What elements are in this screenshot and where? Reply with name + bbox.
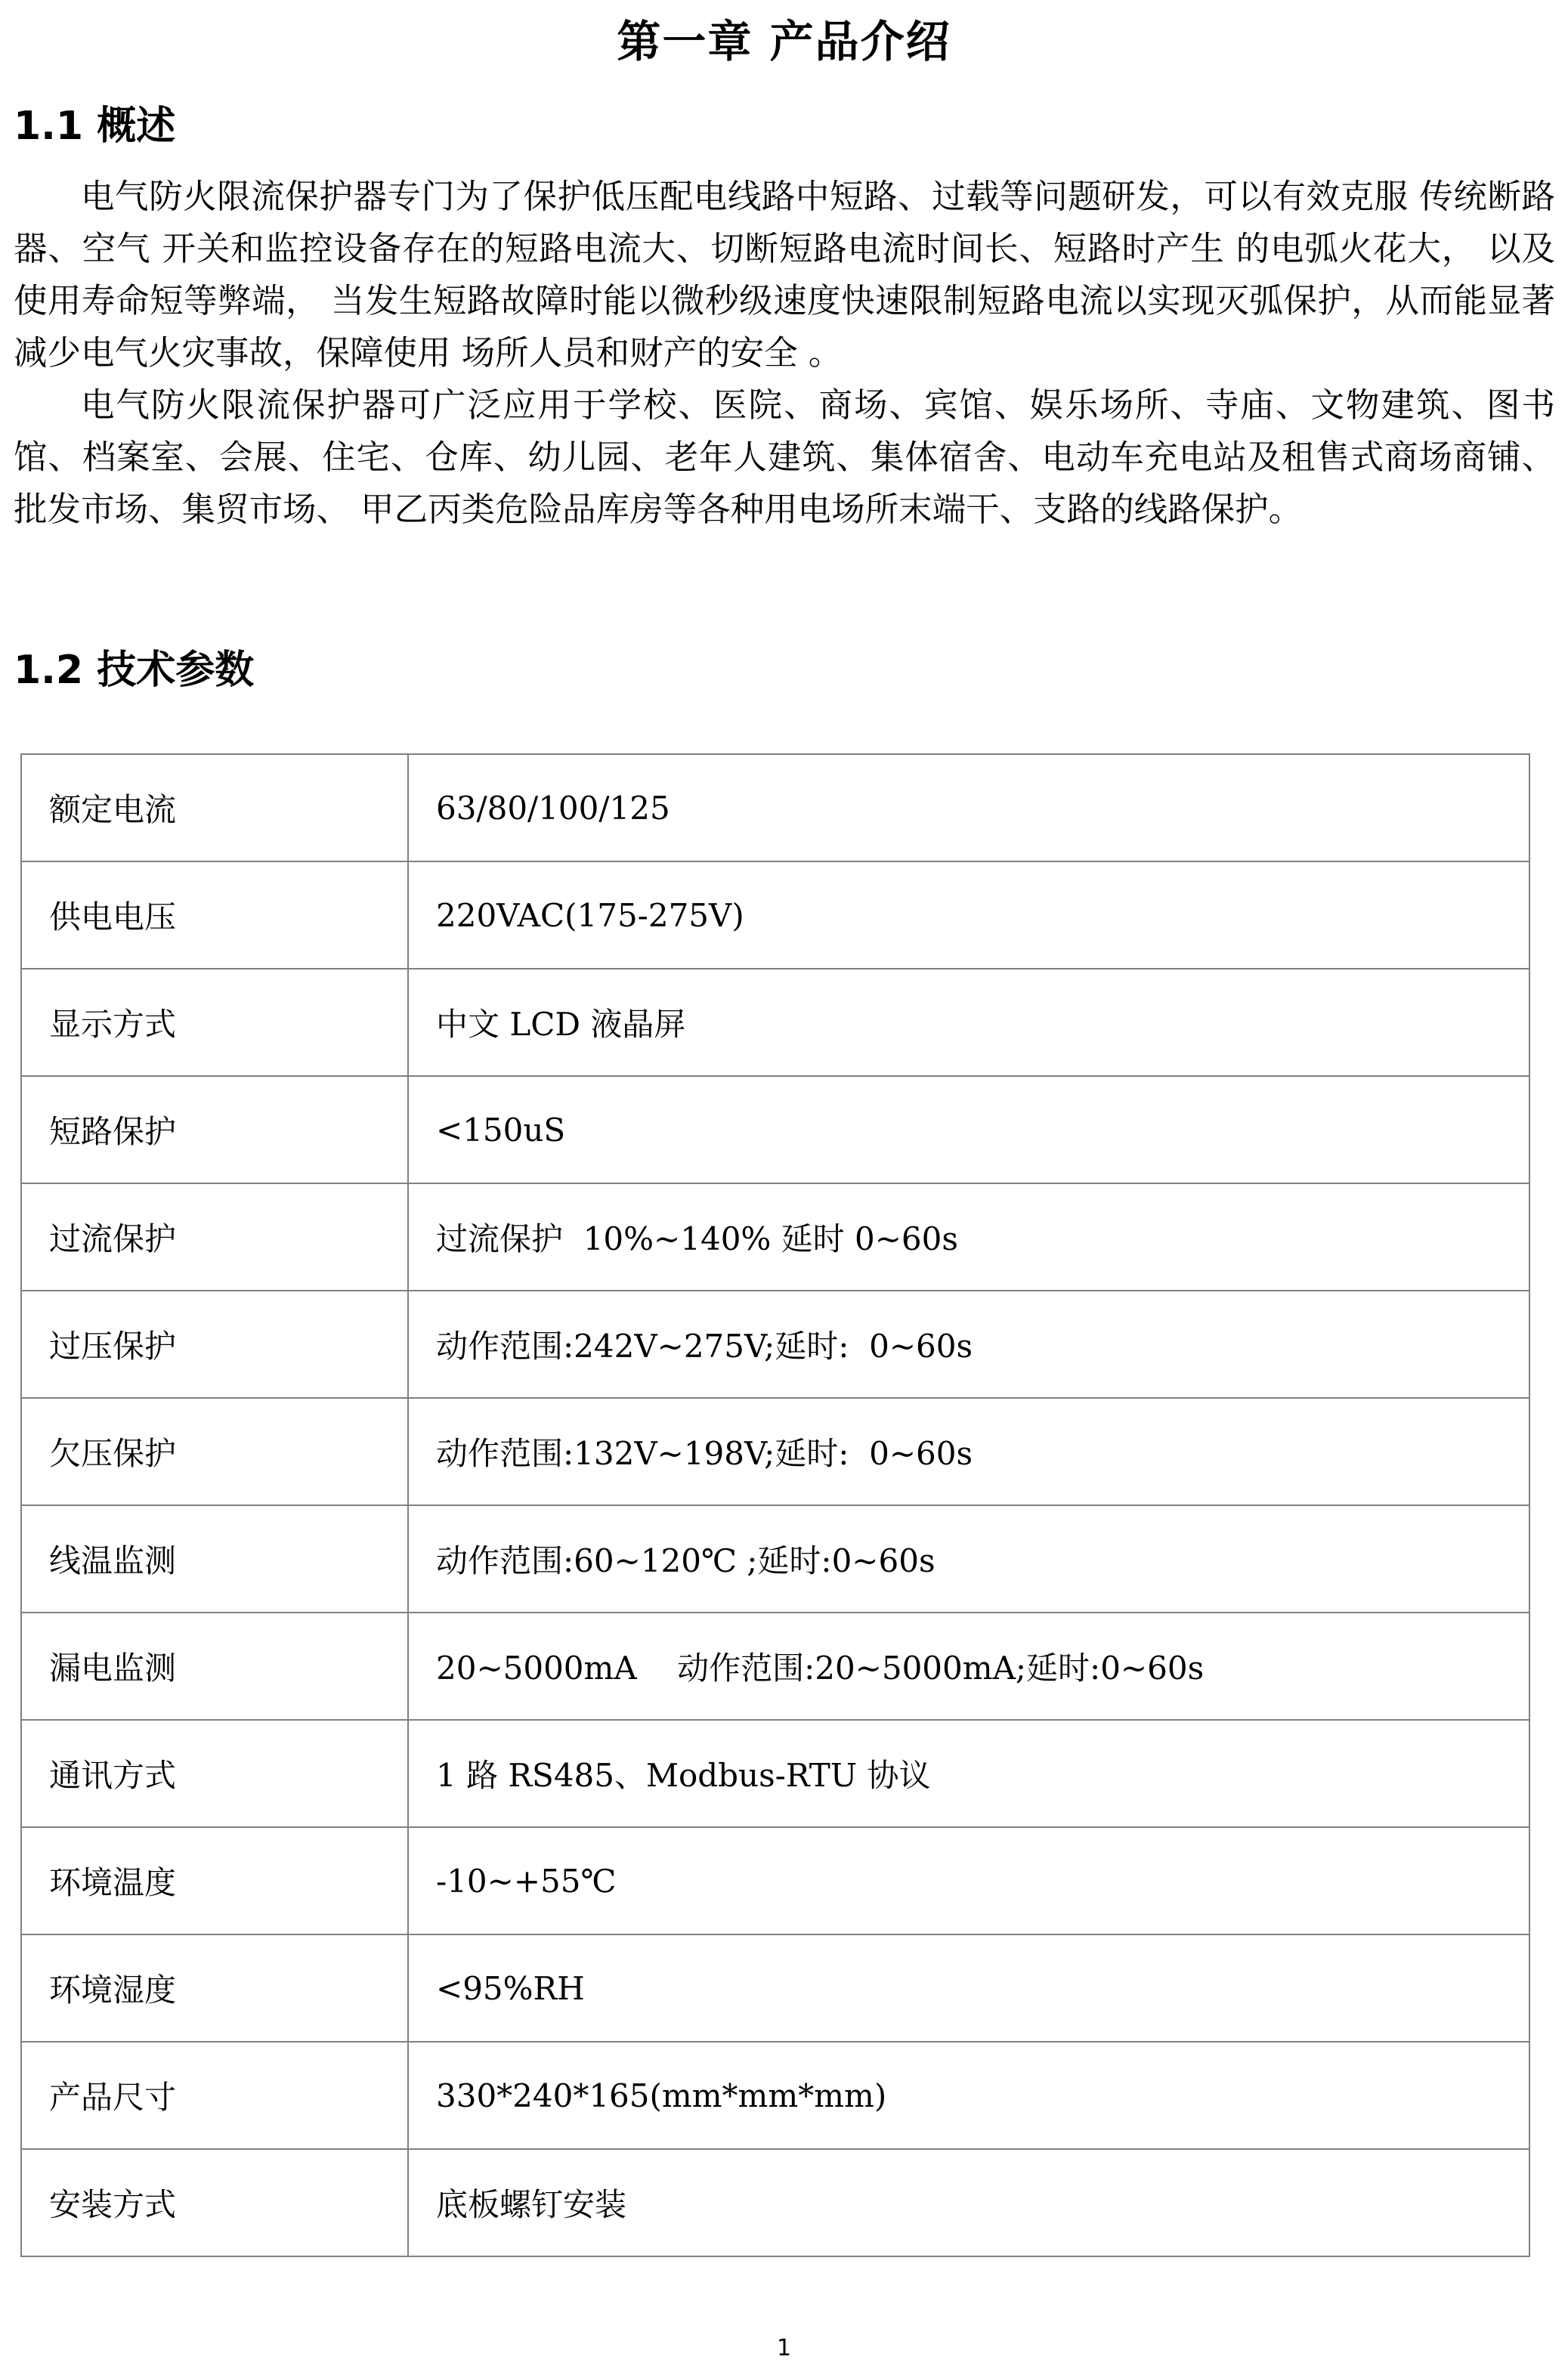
- spec-label: 欠压保护: [21, 1398, 408, 1505]
- table-row: [21, 969, 1529, 1076]
- spec-label: 短路保护: [21, 1076, 408, 1183]
- table-row: [21, 1613, 1529, 1720]
- table-row: [21, 861, 1529, 969]
- table-row: [21, 2042, 1529, 2149]
- table-row: [21, 1505, 1529, 1613]
- spec-label: 环境湿度: [21, 1934, 408, 2042]
- spec-label: 额定电流: [21, 754, 408, 861]
- spec-value: 220VAC(175-275V): [408, 861, 1529, 969]
- table-row: [21, 1291, 1529, 1398]
- spec-value: 动作范围:60~120℃ ;延时:0~60s: [408, 1505, 1529, 1613]
- overview-text: [14, 171, 1555, 536]
- spec-label: 过流保护: [21, 1183, 408, 1291]
- spec-value: 1 路 RS485、Modbus-RTU 协议: [408, 1720, 1529, 1827]
- spec-value: 330*240*165(mm*mm*mm): [408, 2042, 1529, 2149]
- table-row: [21, 1827, 1529, 1934]
- section-title-technical-parameters: 1.2 技术参数: [14, 648, 255, 693]
- spec-value: 动作范围:132V~198V;延时: 0~60s: [408, 1398, 1529, 1505]
- page-number: 1: [776, 2335, 792, 2361]
- paragraph-description: 电气防火限流保护器专门为了保护低压配电线路中短路、过载等问题研发，可以有效克服 传统断路器、空气 开关和监控设备存在的短路电流大、切断短路电流时间长、短路时产生 的电弧火花大， 以及使用寿命短等弊端， 当发生短路故障时能以微秒级速度快速限制短路电流以实现灭弧保护，从而能显著减少电气火灾事故，保障使用 场所人员和财产的安全 。: [14, 178, 1555, 373]
- spec-table: [20, 753, 1530, 2257]
- spec-label: 过压保护: [21, 1291, 408, 1398]
- spec-value: 动作范围:242V~275V;延时: 0~60s: [408, 1291, 1529, 1398]
- paragraph-applications: 电气防火限流保护器可广泛应用于学校、医院、商场、宾馆、娱乐场所、寺庙、文物建筑、图书馆、档案室、会展、住宅、仓库、幼儿园、老年人建筑、集体宿舍、电动车充电站及租售式商场商铺、批发市场、集贸市场、 甲乙丙类危险品库房等各种用电场所末端干、支路的线路保护。: [14, 386, 1555, 529]
- table-row: [21, 1934, 1529, 2042]
- spec-label: 线温监测: [21, 1505, 408, 1613]
- spec-label: 安装方式: [21, 2149, 408, 2256]
- section-title-overview: 1.1 概述: [14, 104, 176, 149]
- spec-label: 供电电压: [21, 861, 408, 969]
- table-row: [21, 1398, 1529, 1505]
- spec-value: 20~5000mA 动作范围:20~5000mA;延时:0~60s: [408, 1613, 1529, 1720]
- spec-value: 底板螺钉安装: [408, 2149, 1529, 2256]
- table-row: [21, 2149, 1529, 2256]
- spec-label: 产品尺寸: [21, 2042, 408, 2149]
- table-row: [21, 1183, 1529, 1291]
- spec-value: 过流保护 10%~140% 延时 0~60s: [408, 1183, 1529, 1291]
- table-row: [21, 754, 1529, 861]
- spec-value: 中文 LCD 液晶屏: [408, 969, 1529, 1076]
- spec-label: 显示方式: [21, 969, 408, 1076]
- spec-value: <150uS: [408, 1076, 1529, 1183]
- chapter-title: 第一章 产品介绍: [617, 16, 951, 67]
- spec-value: -10~+55℃: [408, 1827, 1529, 1934]
- spec-label: 漏电监测: [21, 1613, 408, 1720]
- spec-label: 环境温度: [21, 1827, 408, 1934]
- table-row: [21, 1076, 1529, 1183]
- table-row: [21, 1720, 1529, 1827]
- spec-label: 通讯方式: [21, 1720, 408, 1827]
- spec-value: 63/80/100/125: [408, 754, 1529, 861]
- spec-value: <95%RH: [408, 1934, 1529, 2042]
